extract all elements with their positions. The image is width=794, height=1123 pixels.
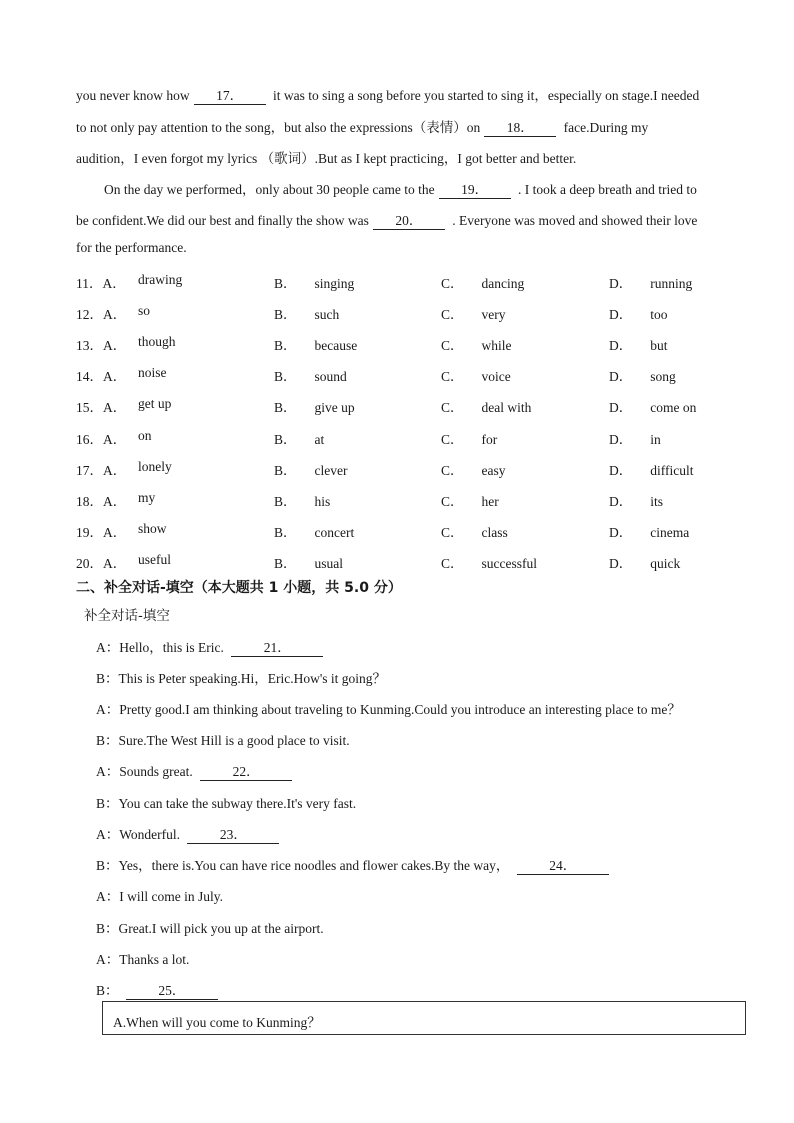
option-text: running [650,276,693,291]
blank-24[interactable]: 24． [517,854,609,875]
blank-17: 17． [194,84,266,105]
option-text: voice [481,369,511,384]
option-c[interactable] [441,552,537,572]
blank-22[interactable]: 22． [200,760,292,781]
option-d[interactable] [609,334,668,354]
option-b[interactable] [274,396,355,416]
question-row [76,334,756,354]
option-label: B． [274,276,297,291]
question-number: 15．A． [76,400,127,415]
option-label: C． [441,276,464,291]
option-text: quick [650,556,681,571]
option-text: in [650,432,661,447]
passage-text: you never know how [76,88,190,103]
section-subheading: 补全对话-填空 [84,608,170,624]
option-label: B． [274,494,297,509]
option-text: her [481,494,499,509]
option-b[interactable] [274,552,343,572]
question-row [76,365,756,385]
option-label: B． [274,369,297,384]
option-d[interactable] [609,459,694,479]
option-text: while [481,338,512,353]
dialogue-line: B：This is Peter speaking.Hi，Eric.How's it going？ [96,671,387,686]
option-b[interactable] [274,428,324,448]
option-c[interactable] [441,459,506,479]
option-text: for [481,432,498,447]
option-text: its [650,494,664,509]
option-d[interactable] [609,521,689,541]
question-number: 11．A． [76,276,126,291]
option-label: B． [274,556,297,571]
question-row [76,459,756,479]
option-a[interactable]: lonely [138,459,172,474]
question-row [76,428,756,448]
blank-18: 18． [484,116,556,137]
option-label: B． [274,338,297,353]
question-row [76,552,756,572]
dialogue-line: A：Thanks a lot. [96,952,190,967]
option-b[interactable] [274,303,339,323]
option-text: give up [314,400,355,415]
option-c[interactable] [441,396,531,416]
dialogue-line: B：You can take the subway there.It's very fast. [96,796,357,811]
option-b[interactable] [274,459,348,479]
passage-line-6: for the performance. [76,240,187,255]
question-number: 12．A． [76,307,127,322]
option-c[interactable] [441,272,524,292]
question-number: 17．A． [76,463,127,478]
option-d[interactable] [609,396,696,416]
option-label: D． [609,400,633,415]
dialogue-line [96,636,327,657]
option-text: too [650,307,668,322]
question-row [76,303,756,323]
passage-text: . I took a deep breath and tried to [514,182,697,197]
question-row [76,396,756,416]
option-label: C． [441,307,464,322]
option-d[interactable] [609,303,668,323]
passage-line-4 [104,178,697,199]
option-text: concert [314,525,355,540]
option-a[interactable]: get up [138,396,172,411]
option-text: at [314,432,325,447]
dialogue-line: A：Pretty good.I am thinking about traveling to Kunming.Could you introduce an interesting place to me？ [96,702,681,717]
option-label: B． [274,525,297,540]
blank-25[interactable]: 25． [126,979,218,1000]
option-b[interactable] [274,365,347,385]
option-c[interactable] [441,365,511,385]
option-label: D． [609,276,633,291]
passage-text: it was to sing a song before you started to sing it，especially on stage.I needed [269,88,700,103]
dialogue-line [96,823,283,844]
blank-19: 19． [439,178,511,199]
dialogue-line [96,854,613,875]
option-label: B． [274,307,297,322]
dialogue-line [96,979,222,1000]
option-a[interactable]: useful [138,552,171,567]
option-c[interactable] [441,334,512,354]
option-text: song [650,369,676,384]
passage-text: On the day we performed，only about 30 people came to the [104,182,435,197]
option-label: C． [441,494,464,509]
question-row [76,490,756,510]
option-text: his [314,494,331,509]
question-number: 20．A． [76,556,127,571]
option-a[interactable]: so [138,303,151,318]
option-a[interactable]: noise [138,365,167,380]
question-number: 19．A． [76,525,127,540]
option-label: C． [441,463,464,478]
option-text: dancing [481,276,525,291]
option-text: singing [314,276,355,291]
option-b[interactable] [274,272,354,292]
passage-text: to not only pay attention to the song，but also the expressions（表情）on [76,120,481,135]
option-text: difficult [650,463,694,478]
dialogue-text: A：Hello，this is Eric. [96,640,228,655]
option-label: C． [441,369,464,384]
blank-20: 20． [373,209,445,230]
option-label: B． [274,432,297,447]
passage-text: face.During my [560,120,649,135]
option-label: B． [274,463,297,478]
dialogue-text: B：Yes，there is.You can have rice noodles and flower cakes.By the way， [96,858,513,873]
question-number: 16．A． [76,432,127,447]
passage-text: be confident.We did our best and finally the show was [76,213,369,228]
passage-line-2 [76,116,648,137]
blank-23[interactable]: 23． [187,823,279,844]
option-label: D． [609,338,633,353]
option-c[interactable] [441,521,508,541]
option-label: D． [609,432,633,447]
dialogue-line: B：Sure.The West Hill is a good place to visit. [96,733,350,748]
option-label: D． [609,556,633,571]
option-text: very [481,307,506,322]
option-d[interactable] [609,552,680,572]
option-label: D． [609,494,633,509]
question-row [76,272,756,292]
option-text: such [314,307,340,322]
dialogue-text: B： [96,983,122,998]
passage-line-3: audition，I even forgot my lyrics （歌词）.But as I kept practicing，I got better and better. [76,151,577,166]
option-a[interactable]: on [138,428,152,443]
option-text: come on [650,400,697,415]
option-label: D． [609,307,633,322]
option-label: C． [441,525,464,540]
option-text: clever [314,463,348,478]
option-d[interactable] [609,490,663,510]
option-text: easy [481,463,506,478]
option-text: successful [481,556,537,571]
option-d[interactable] [609,272,692,292]
option-a[interactable]: my [138,490,156,505]
option-label: B． [274,400,297,415]
option-a-text: A.When will you come to Kunming？ [113,1015,321,1030]
option-label: C． [441,556,464,571]
option-label: D． [609,463,633,478]
option-c[interactable] [441,303,506,323]
option-d[interactable] [609,365,676,385]
option-b[interactable] [274,490,330,510]
passage-line-5 [76,209,697,230]
option-d[interactable] [609,428,661,448]
option-text: cinema [650,525,690,540]
option-b[interactable] [274,334,357,354]
passage-text: . Everyone was moved and showed their love [448,213,698,228]
question-row [76,521,756,541]
option-text: class [481,525,508,540]
option-text: because [314,338,358,353]
option-a[interactable]: drawing [138,272,183,287]
option-c[interactable] [441,428,497,448]
option-label: C． [441,400,464,415]
question-number: 13．A． [76,338,127,353]
option-a[interactable]: though [138,334,176,349]
option-c[interactable] [441,490,499,510]
blank-21[interactable]: 21． [231,636,323,657]
option-text: sound [314,369,347,384]
option-text: but [650,338,668,353]
option-a[interactable]: show [138,521,167,536]
question-number: 14．A． [76,369,127,384]
option-text: usual [314,556,344,571]
option-label: C． [441,432,464,447]
option-label: D． [609,525,633,540]
option-label: C． [441,338,464,353]
dialogue-line: A：I will come in July. [96,889,223,904]
dialogue-line: B：Great.I will pick you up at the airport. [96,921,324,936]
section-heading: 二、补全对话-填空（本大题共 1 小题，共 5.0 分） [76,580,402,596]
passage-line-1 [76,84,699,105]
option-label: D． [609,369,633,384]
question-number: 18．A． [76,494,127,509]
options-box [102,1001,746,1035]
dialogue-text: A：Wonderful. [96,827,184,842]
dialogue-line [96,760,296,781]
dialogue-text: A：Sounds great. [96,764,197,779]
option-b[interactable] [274,521,354,541]
option-text: deal with [481,400,532,415]
